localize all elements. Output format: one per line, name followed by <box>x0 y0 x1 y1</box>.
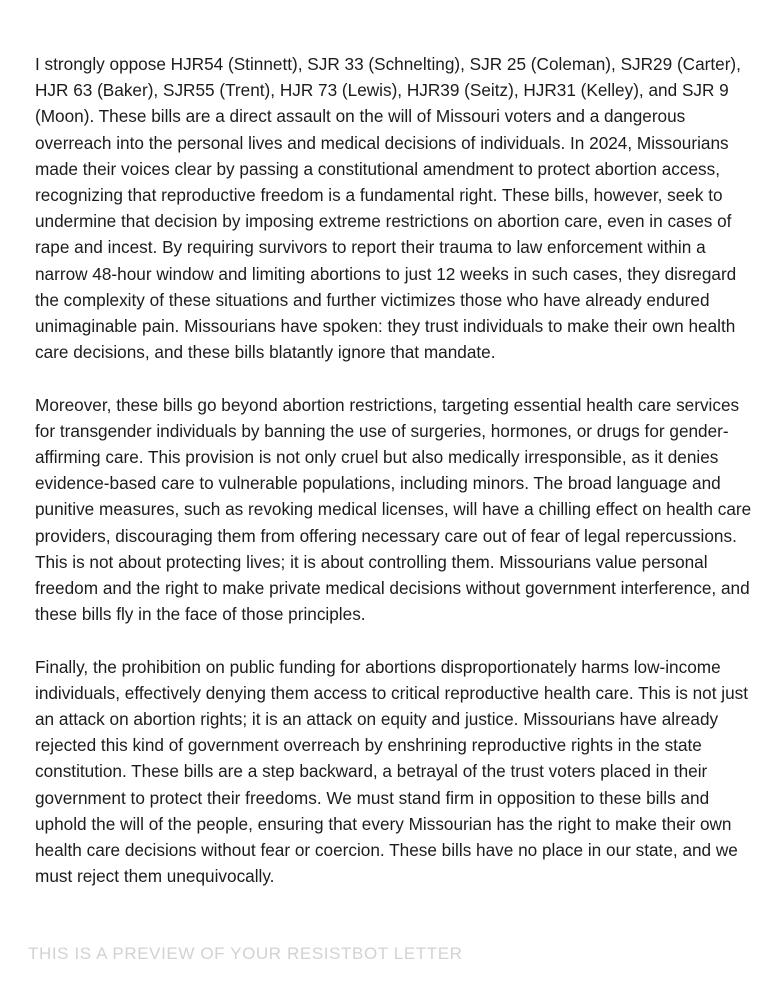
letter-paragraph-1: I strongly oppose HJR54 (Stinnett), SJR 33 (Schnelting), SJR 25 (Coleman), SJR29 (Carter), HJR 63 (Baker), SJR55 (Trent), HJR 73 (Lewis), HJR39 (Seitz), HJR31 (Kelley), and SJR 9 (Moon). These bills are a direct assault on the will of Missouri voters and a dangerous overreach into the personal lives and medical decisions of individuals. In 2024, Missourians made their voices clear by passing a constitutional amendment to protect abortion access, recognizing that reproductive freedom is a fundamental right. These bills, however, seek to undermine that decision by imposing extreme restrictions on abortion care, even in cases of rape and incest. By requiring survivors to report their trauma to law enforcement within a narrow 48-hour window and limiting abortions to just 12 weeks in such cases, they disregard the complexity of these situations and further victimizes those who have already endured unimaginable pain. Missourians have spoken: they trust individuals to make their own health care decisions, and these bills blatantly ignore that mandate. <box>35 54 741 363</box>
letter-paragraph-2: Moreover, these bills go beyond abortion restrictions, targeting essential health care services for transgender individuals by banning the use of surgeries, hormones, or drugs for gender-affirming care. This provision is not only cruel but also medically irresponsible, as it denies evidence-based care to vulnerable populations, including minors. The broad language and punitive measures, such as revoking medical licenses, will have a chilling effect on health care providers, discouraging them from offering necessary care out of fear of legal repercussions. This is not about protecting lives; it is about controlling them. Missourians value personal freedom and the right to make private medical decisions without government interference, and these bills fly in the face of those principles. <box>35 394 752 625</box>
preview-notice: THIS IS A PREVIEW OF YOUR RESISTBOT LETTER <box>28 944 463 963</box>
letter-paragraph-3: Finally, the prohibition on public funding for abortions disproportionately harms low-income individuals, effectively denying them access to critical reproductive health care. This is not just an attack on abortion rights; it is an attack on equity and justice. Missourians have already rejected this kind of government overreach by enshrining reproductive rights in the state constitution. These bills are a step backward, a betrayal of the trust voters placed in their government to protect their freedoms. We must stand firm in opposition to these bills and uphold the will of the people, ensuring that every Missourian has the right to make their own health care decisions without fear or coercion. These bills have no place in our state, and we must reject them unequivocally. <box>35 656 748 887</box>
letter-body <box>35 51 757 916</box>
